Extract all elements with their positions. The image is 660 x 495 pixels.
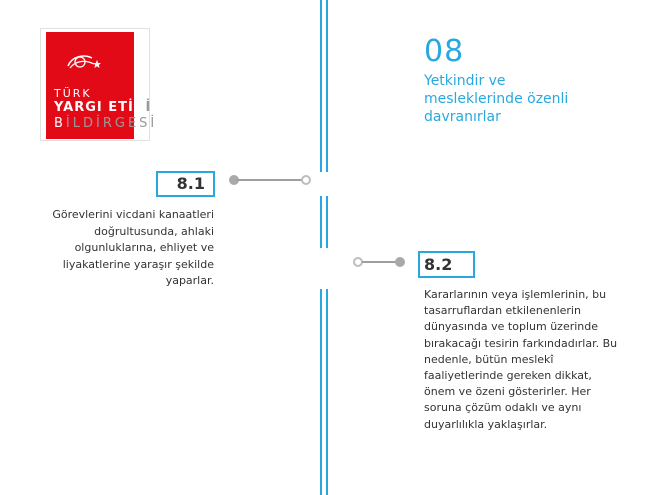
item-number-box-8-2: 8.2 [418, 251, 475, 278]
logo-text-last-i: İ [150, 116, 158, 131]
connector-line-8-1 [236, 179, 302, 181]
section-number: 08 [424, 34, 465, 69]
timeline-line-right-bottom [326, 289, 328, 495]
connector-line-8-2 [362, 261, 398, 263]
timeline-line-left-mid [320, 196, 322, 248]
logo-red-panel [46, 32, 158, 139]
section-title: Yetkindir ve mesleklerinde özenli davranırlar [424, 73, 569, 125]
timeline-line-left-bottom [320, 289, 322, 495]
logo-text-bildirgesi [54, 116, 157, 131]
logo [40, 28, 158, 141]
connector-dot-8-2 [395, 257, 405, 267]
timeline-line-left-top [320, 0, 322, 172]
timeline-line-right-top [326, 0, 328, 172]
logo-text-b: B [54, 116, 66, 131]
logo-text-yargi-eti: YARGI ETİ [54, 100, 134, 115]
item-text-8-1: Görevlerini vicdani kanaatleri doğrultusunda, ahlaki olgunluklarına, ehliyet ve liyakatlerine yaraşır şekilde yaparlar. [52, 208, 214, 287]
logo-text-ildirges: İLDİRGES [65, 116, 151, 131]
timeline-line-right-mid [326, 196, 328, 248]
item-text-8-2: Kararlarının veya işlemlerinin, bu tasarruflardan etkilenenlerin dünyasında ve toplum üzerinde bırakacağı tesirin farkındadırlar. Bu nedenle, bütün meslekî faaliyetlerinde gereken dikkat, önem ve özeni gösterirler. Her soruna çözüm odaklı ve aynı duyarlılıkla yaklaşırlar. [424, 288, 618, 431]
logo-text-i-grey: İ [145, 100, 152, 115]
item-number-box-8-1: 8.1 [156, 171, 215, 197]
logo-text-turk: TÜRK [54, 87, 92, 100]
logo-text-yargi-etigi [54, 100, 151, 115]
logo-text-g: Ğ [133, 100, 146, 115]
connector-ring-8-1 [301, 175, 311, 185]
crescent-star-emblem-icon [60, 48, 104, 78]
